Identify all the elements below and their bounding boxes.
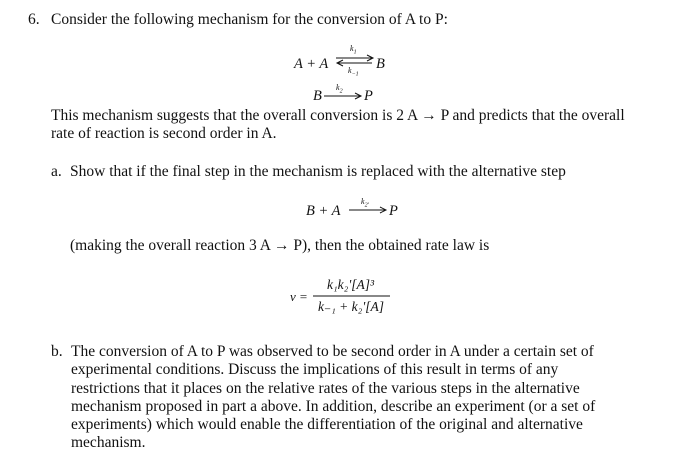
rate-law-numerator: k₁k₂'[A]³ [327, 277, 375, 292]
step1-reactants: A + A [294, 56, 329, 72]
part-b-line: experimental conditions. Discuss the implications of this result in terms of any [71, 361, 559, 379]
part-b-line: The conversion of A to P was observed to be second order in A under a certain set of [71, 343, 594, 360]
step1-product: B [376, 56, 385, 72]
rate-law-denominator: k₋₁ + k₂'[A] [318, 299, 384, 314]
part-b-line: mechanism. [71, 434, 146, 452]
question-number: 6. [28, 11, 40, 28]
summary-line-1: This mechanism suggests that the overall conversion is 2 A → P and predicts that the overall [51, 107, 625, 124]
part-b-text [71, 343, 691, 453]
summary-line-2: rate of reaction is second order in A. [51, 125, 277, 142]
part-b-line: experiments) which would enable the differentiation of the original and alternative [71, 416, 583, 434]
step2-reactant: B [313, 88, 322, 104]
alt-step-product: P [389, 203, 398, 219]
step2-product: P [364, 88, 373, 104]
k-forward-label: $k_1$ [350, 44, 357, 56]
k2prime-label: $k_{2'}$ [361, 197, 369, 209]
rate-law-lhs: v = [290, 289, 308, 304]
part-b-line: restrictions that it places on the relative rates of the various steps in the alternative [71, 379, 580, 397]
question-intro: Consider the following mechanism for the conversion of A to P: [51, 11, 448, 28]
alt-step-reactants: B + A [306, 203, 341, 219]
part-b-line: mechanism proposed in part a above. In addition, describe an experiment (or a set of [71, 397, 596, 415]
k-reverse-label: $k_{-1}$ [348, 66, 359, 78]
part-a-text: Show that if the final step in the mechanism is replaced with the alternative step [70, 163, 566, 180]
part-a-label: a. [51, 163, 62, 180]
k2-label: $k_2$ [336, 83, 343, 95]
part-a-line-2: (making the overall reaction 3 A → P), then the obtained rate law is [70, 237, 490, 254]
part-b-label: b. [51, 343, 63, 360]
